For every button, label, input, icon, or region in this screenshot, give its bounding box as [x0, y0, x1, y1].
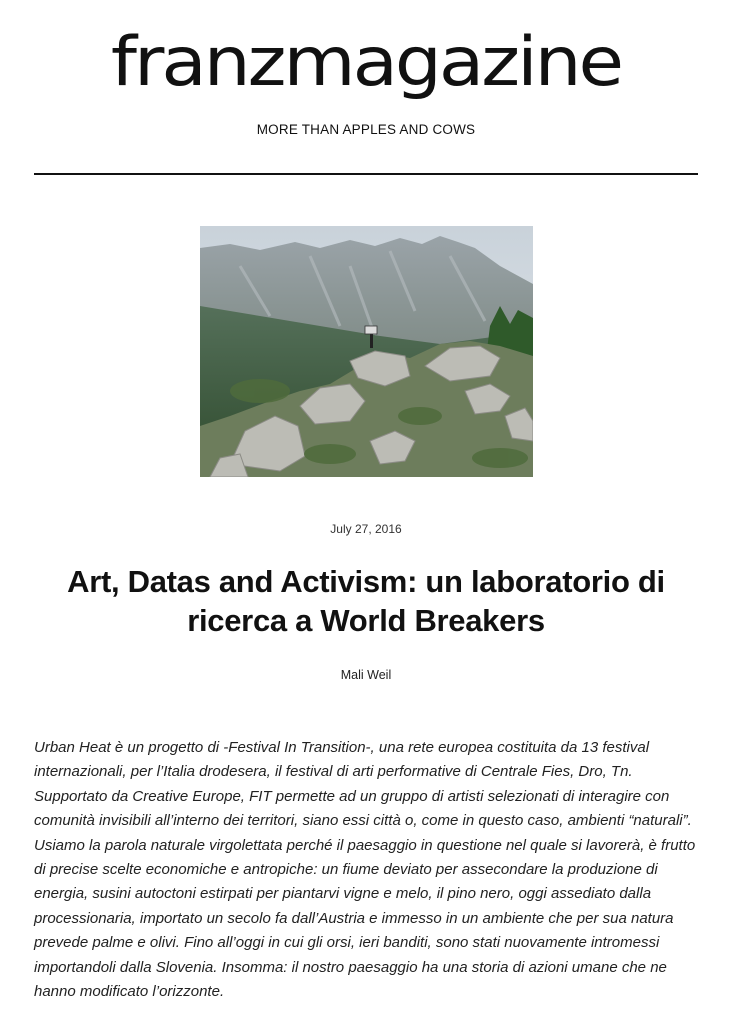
- publish-date: July 27, 2016: [330, 522, 402, 536]
- article-author[interactable]: Mali Weil: [340, 668, 392, 682]
- article-title: Art, Datas and Activism: un laboratorio di ricerca a World Breakers: [67, 564, 665, 638]
- mountain-landscape-image: [200, 226, 533, 477]
- site-tagline: MORE THAN APPLES AND COWS: [256, 122, 476, 137]
- site-logo[interactable]: franzmagazine: [110, 22, 622, 102]
- header-divider: [34, 173, 698, 175]
- masthead: [0, 0, 732, 176]
- article-body: Urban Heat è un progetto di -Festival In Transition-, una rete europea costituita da 13 festival internazionali, per l’Italia drodesera, il festival di arti performative di Centrale Fies, Dro, Tn. Supportato da Creative Europe, FIT permette ad un gruppo di artisti selezionati di interagire con comunità invisibili all’interno dei territori, siano essi città o, come in questo caso, ambienti “naturali”. Usiamo la parola naturale virgolettata perché il paesaggio in questione nel quale si lavorerà, è frutto di precise scelte economiche e antropiche: un fiume deviato per assecondare la produzione di energia, susini autoctoni estirpati per piantarvi vigne e melo, il pino nero, oggi assediato dalla processionaria, importato un secolo fa dall’Austria e immesso in un ambiente che per sua natura prevede palme e olivi. Fino all’oggi in cui gli orsi, ieri banditi, sono stati nuovamente intromessi importandoli dalla Slovenia. Insomma: il nostro paesaggio ha una storia di azioni umane che ne hanno modificato l’orizzonte.: [34, 739, 696, 1001]
